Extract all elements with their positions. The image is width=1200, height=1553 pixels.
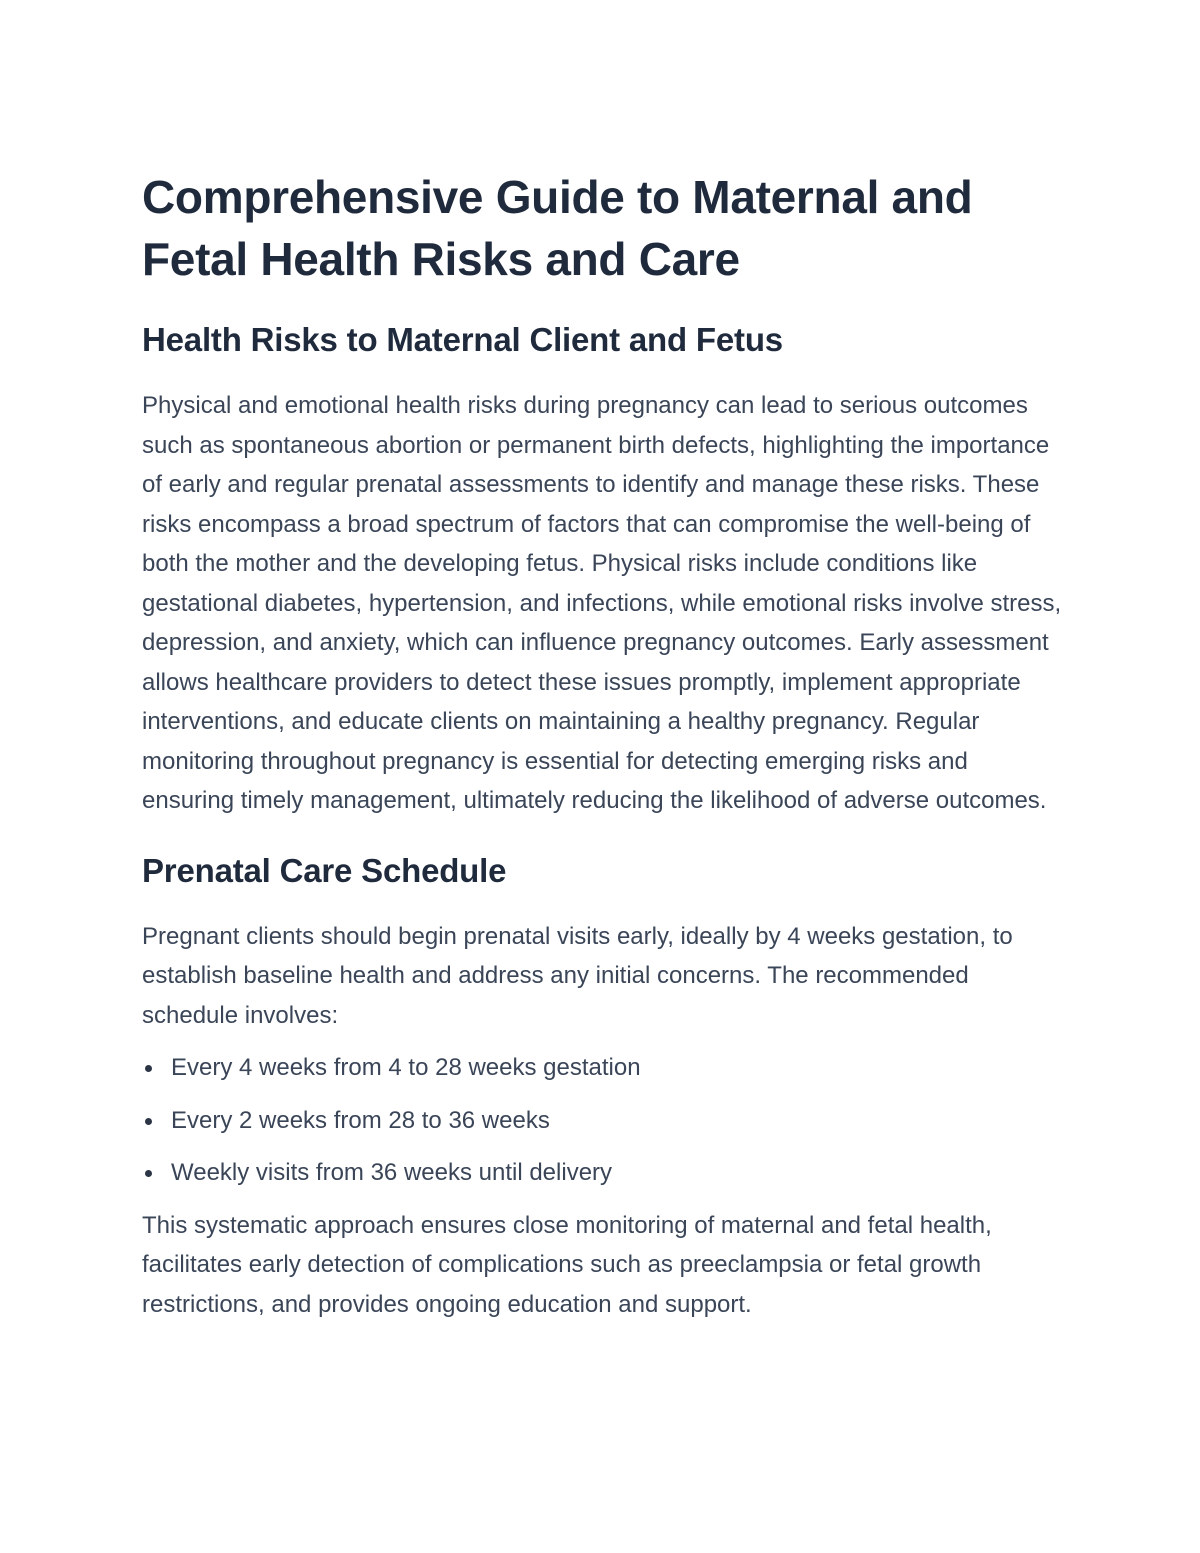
list-item-text: Every 4 weeks from 4 to 28 weeks gestation bbox=[171, 1054, 641, 1081]
page-title: Comprehensive Guide to Maternal and Fetal Health Risks and Care bbox=[142, 171, 973, 285]
bullet-icon bbox=[145, 1118, 152, 1125]
section-heading-health-risks: Health Risks to Maternal Client and Fetus bbox=[142, 321, 783, 358]
schedule-bullet-list bbox=[142, 1048, 1062, 1193]
health-risks-paragraph: Physical and emotional health risks during pregnancy can lead to serious outcomes such as spontaneous abortion or permanent birth defects, highlighting the importance of early and regular prenatal assessments to identify and manage these risks. These risks encompass a broad spectrum of factors that can compromise the well-being of both the mother and the developing fetus. Physical risks include conditions like gestational diabetes, hypertension, and infections, while emotional risks involve stress, depression, and anxiety, which can influence pregnancy outcomes. Early assessment allows healthcare providers to detect these issues promptly, implement appropriate interventions, and educate clients on maintaining a healthy pregnancy. Regular monitoring throughout pregnancy is essential for detecting emerging risks and ensuring timely management, ultimately reducing the likelihood of adverse outcomes. bbox=[142, 392, 1062, 814]
prenatal-schedule-intro: Pregnant clients should begin prenatal visits early, ideally by 4 weeks gestation, to establish baseline health and address any initial concerns. The recommended schedule involves: bbox=[142, 922, 1013, 1029]
list-item-text: Every 2 weeks from 28 to 36 weeks bbox=[171, 1106, 550, 1134]
bullet-icon bbox=[145, 1170, 152, 1177]
list-item bbox=[142, 1048, 1062, 1088]
list-item-text: Weekly visits from 36 weeks until delivery bbox=[171, 1159, 613, 1186]
document-page bbox=[142, 166, 1062, 1324]
list-item bbox=[142, 1101, 1062, 1141]
bullet-icon bbox=[145, 1065, 152, 1072]
list-item bbox=[142, 1153, 1062, 1193]
section-heading-prenatal-schedule: Prenatal Care Schedule bbox=[142, 851, 507, 889]
prenatal-schedule-closing: This systematic approach ensures close monitoring of maternal and fetal health, facilitates early detection of complications such as preeclampsia or fetal growth restrictions, and provides ongoing education and support. bbox=[142, 1211, 992, 1318]
